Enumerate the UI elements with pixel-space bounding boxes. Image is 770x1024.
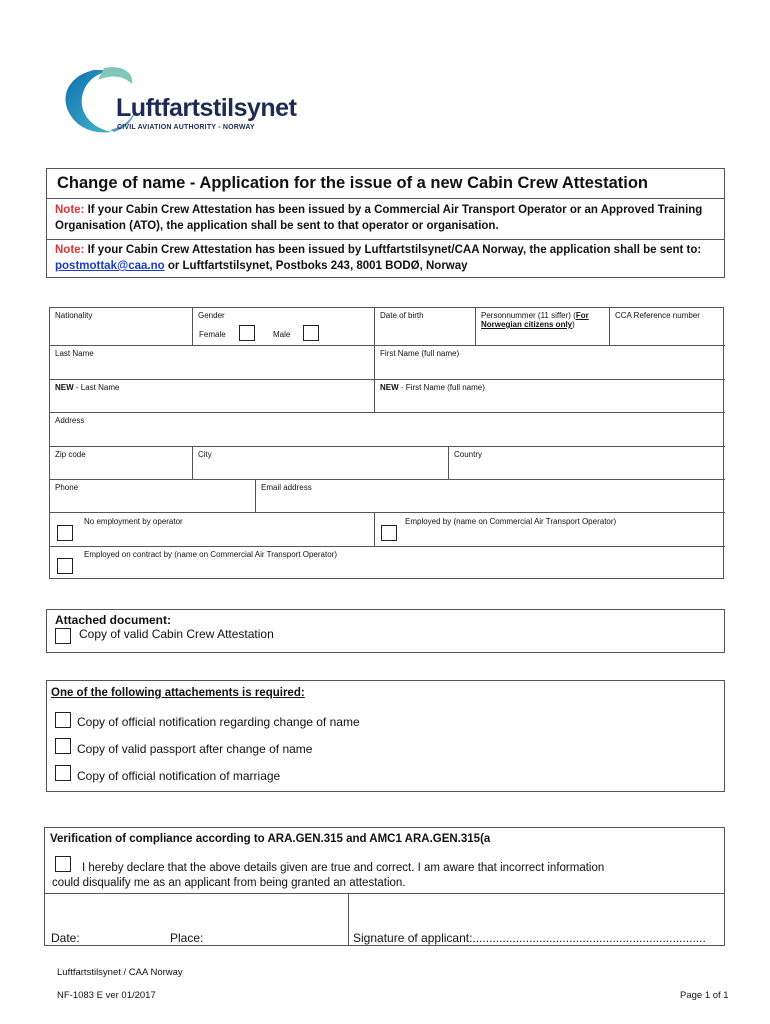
note-operator [55, 202, 717, 234]
male-checkbox[interactable] [303, 325, 319, 341]
dob-field[interactable] [375, 308, 476, 346]
required-checkbox-1[interactable] [55, 712, 71, 728]
country-label: Country [454, 450, 483, 459]
phone-label: Phone [55, 483, 79, 492]
nationality-label: Nationality [55, 311, 93, 320]
phone-field[interactable] [50, 480, 256, 513]
personnummer-note: For Norwegian citizens only [481, 311, 589, 329]
signature-field[interactable]: Signature of applicant:...................................................................... [353, 931, 706, 945]
new-label: NEW [55, 383, 74, 392]
first-name-field[interactable] [375, 346, 725, 380]
note-label: Note: [55, 204, 85, 216]
country-field[interactable] [449, 447, 725, 480]
cca-ref-field[interactable] [610, 308, 725, 346]
place-field[interactable]: Place: [170, 931, 204, 945]
personnummer-field[interactable] [476, 308, 610, 346]
footer-form-id: NF-1083 E ver 01/2017 [57, 990, 156, 1001]
required-item-3: Copy of official notification of marriage [77, 769, 281, 783]
verification-title: Verification of compliance according to ARA.GEN.315 and AMC1 ARA.GEN.315(a [50, 833, 491, 845]
city-label: City [198, 450, 212, 459]
footer-org: Luftfartstilsynet / CAA Norway [57, 967, 183, 978]
attached-item-label: Copy of valid Cabin Crew Attestation [79, 627, 274, 641]
first-name-label: First Name (full name) [380, 349, 460, 358]
female-label: Female [199, 330, 226, 339]
employed-by-checkbox[interactable] [381, 525, 397, 541]
new-last-name-label: - Last Name [73, 383, 120, 392]
new-last-name-field[interactable] [50, 380, 375, 413]
city-field[interactable] [193, 447, 449, 480]
footer-page-number: Page 1 of 1 [680, 990, 729, 1001]
personnummer-label: Personnummer (11 siffer) ( [481, 311, 576, 320]
note-label: Note: [55, 244, 85, 256]
email-link[interactable]: postmottak@caa.no [55, 260, 165, 272]
note-text: If your Cabin Crew Attestation has been issued by a Commercial Air Transport Operator or an Approved Training Organisation (ATO), the application shall be sent to that operator or organisation. [55, 204, 703, 232]
divider [47, 239, 724, 240]
declaration-line-2: could disqualify me as an applicant from being granted an attestation. [52, 877, 406, 889]
address-label: Address [55, 416, 85, 425]
divider [348, 893, 349, 945]
divider [45, 893, 724, 894]
required-item-2: Copy of valid passport after change of name [77, 742, 313, 756]
employed-contract-checkbox[interactable] [57, 558, 73, 574]
email-field[interactable] [256, 480, 725, 513]
no-employment-option [50, 513, 375, 547]
personal-info-grid [49, 307, 724, 579]
dob-label: Date of birth [380, 311, 424, 320]
no-employment-label: No employment by operator [84, 517, 183, 526]
new-first-name-label: - First Name (full name) [398, 383, 485, 392]
attached-checkbox[interactable] [55, 628, 71, 644]
zip-label: Zip code [55, 450, 86, 459]
required-attachments-section [46, 680, 725, 792]
logo-subtitle: CIVIL AVIATION AUTHORITY - NORWAY [117, 124, 255, 131]
note-caa [55, 242, 717, 274]
new-label: NEW [380, 383, 399, 392]
title-section [46, 168, 725, 278]
note-text: If your Cabin Crew Attestation has been issued by Luftfartstilsynet/CAA Norway, the application shall be sent to: [84, 244, 702, 256]
last-name-field[interactable] [50, 346, 375, 380]
divider [47, 198, 724, 199]
male-label: Male [273, 330, 291, 339]
attached-document-section [46, 609, 725, 653]
employed-contract-label: Employed on contract by (name on Commercial Air Transport Operator) [84, 550, 337, 559]
required-item-1: Copy of official notification regarding change of name [77, 715, 360, 729]
last-name-label: Last Name [55, 349, 94, 358]
attached-title: Attached document: [55, 613, 172, 627]
employed-by-option [375, 513, 725, 547]
required-title: One of the following attachements is required: [51, 687, 305, 699]
nationality-field[interactable] [50, 308, 193, 346]
declaration-line-1: I hereby declare that the above details given are true and correct. I am aware that incorrect information [82, 862, 605, 874]
gender-label: Gender [198, 311, 225, 320]
zip-field[interactable] [50, 447, 193, 480]
declaration-text [52, 861, 712, 891]
required-checkbox-2[interactable] [55, 738, 71, 754]
required-checkbox-3[interactable] [55, 765, 71, 781]
page-title: Change of name - Application for the issue of a new Cabin Crew Attestation [57, 174, 649, 192]
employed-by-label: Employed by (name on Commercial Air Transport Operator) [405, 517, 617, 526]
female-checkbox[interactable] [239, 325, 255, 341]
address-field[interactable] [50, 413, 725, 447]
gender-field [193, 308, 375, 346]
verification-section [44, 827, 725, 946]
personnummer-close: ) [572, 320, 575, 329]
note-text: or Luftfartstilsynet, Postboks 243, 8001 BODØ, Norway [164, 260, 468, 272]
logo-wordmark: Luftfartstilsynet [116, 94, 297, 122]
date-field[interactable]: Date: [51, 931, 80, 945]
new-first-name-field[interactable] [375, 380, 725, 413]
no-employment-checkbox[interactable] [57, 525, 73, 541]
employed-contract-option [50, 547, 725, 580]
email-label: Email address [261, 483, 312, 492]
cca-ref-label: CCA Reference number [615, 311, 700, 320]
